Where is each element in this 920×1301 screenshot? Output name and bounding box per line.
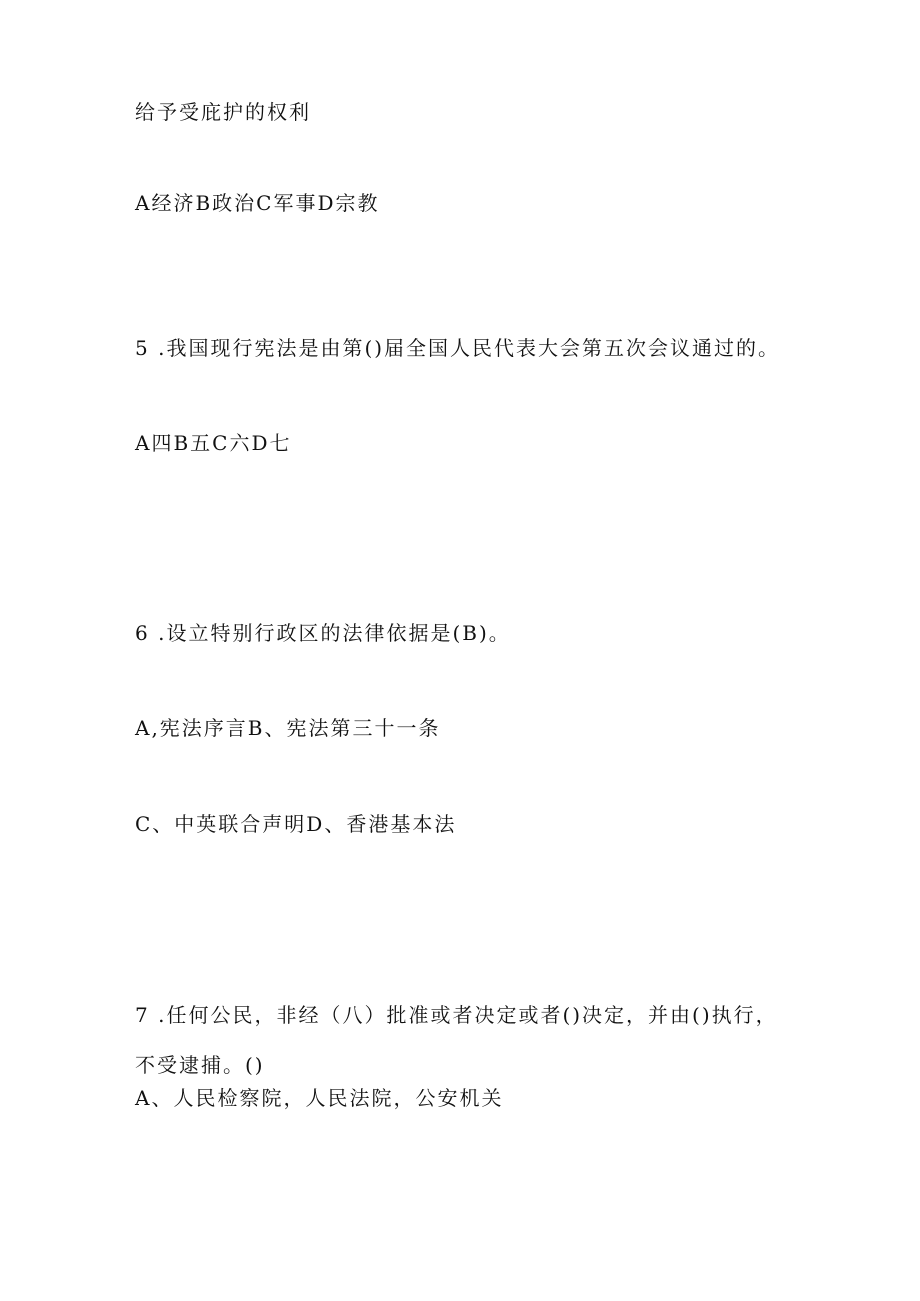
question-7-continued: 不受逮捕。() [135, 1053, 265, 1077]
text-line-asylum-right: 给予受庇护的权利 [135, 100, 311, 124]
question-6: 6 .设立特别行政区的法律依据是(B)。 [135, 621, 511, 645]
options-q5: A四B五C六D七 [135, 431, 292, 455]
question-5: 5 .我国现行宪法是由第()届全国人民代表大会第五次会议通过的。 [135, 336, 781, 360]
question-7: 7 .任何公民，非经（八）批准或者决定或者()决定，并由()执行， [135, 1003, 778, 1027]
options-q6-ab: A,宪法序言B、宪法第三十一条 [135, 716, 441, 740]
options-q6-cd: C、中英联合声明D、香港基本法 [135, 812, 457, 836]
options-q7-a: A、人民检察院，人民法院，公安机关 [135, 1086, 504, 1110]
options-q4: A经济B政治C军事D宗教 [135, 191, 380, 215]
